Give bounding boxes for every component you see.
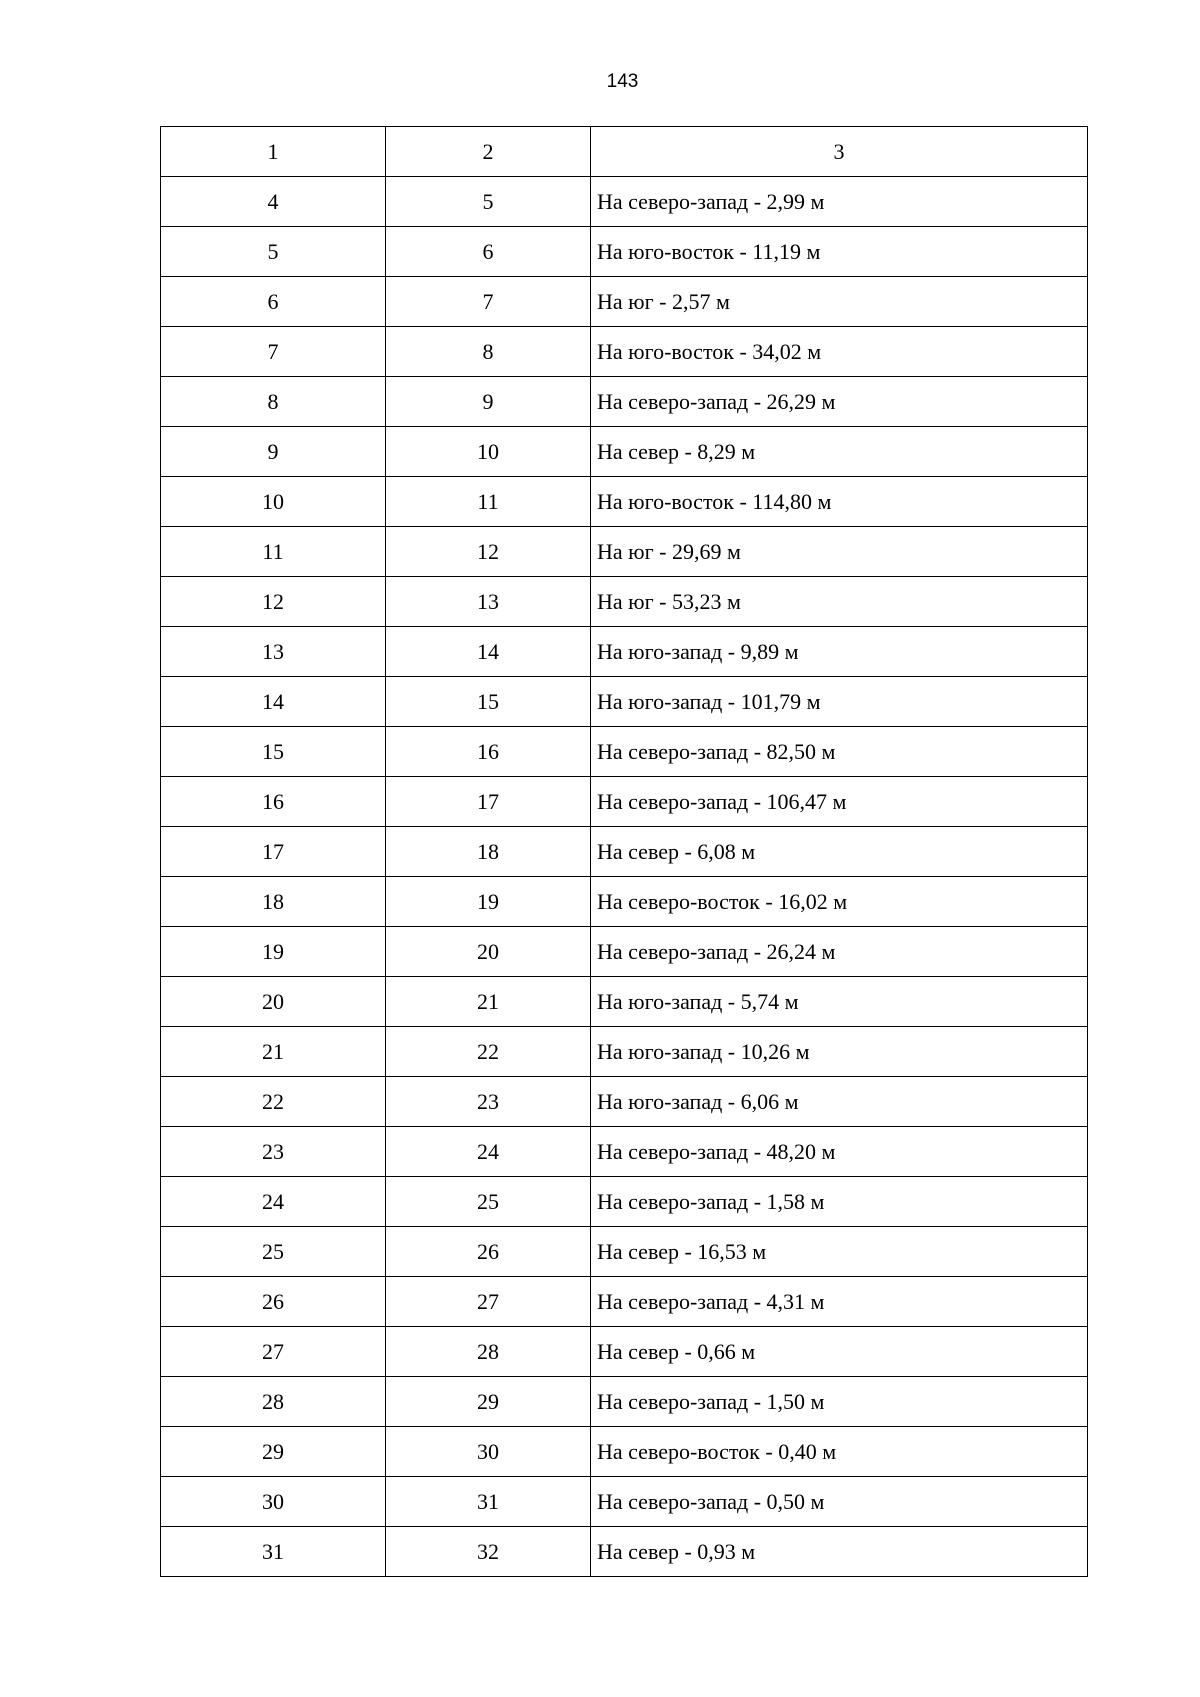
table-row xyxy=(161,827,1088,877)
cell-direction-distance: На юг - 29,69 м xyxy=(591,527,1088,577)
cell-direction-distance: На юго-запад - 5,74 м xyxy=(591,977,1088,1027)
table-row xyxy=(161,727,1088,777)
table-row xyxy=(161,927,1088,977)
cell-to-point: 26 xyxy=(386,1227,591,1277)
cell-to-point: 31 xyxy=(386,1477,591,1527)
cell-to-point: 14 xyxy=(386,627,591,677)
cell-direction-distance: На северо-запад - 1,58 м xyxy=(591,1177,1088,1227)
cell-to-point: 23 xyxy=(386,1077,591,1127)
cell-direction-distance: На юг - 2,57 м xyxy=(591,277,1088,327)
cell-from-point: 25 xyxy=(161,1227,386,1277)
table-row xyxy=(161,1027,1088,1077)
cell-direction-distance: На юго-восток - 11,19 м xyxy=(591,227,1088,277)
cell-direction-distance: На северо-запад - 48,20 м xyxy=(591,1127,1088,1177)
table-row xyxy=(161,677,1088,727)
cell-from-point: 9 xyxy=(161,427,386,477)
cell-direction-distance: На юго-восток - 34,02 м xyxy=(591,327,1088,377)
cell-direction-distance: На северо-запад - 82,50 м xyxy=(591,727,1088,777)
table-row xyxy=(161,1177,1088,1227)
cell-to-point: 27 xyxy=(386,1277,591,1327)
cell-direction-distance: На северо-запад - 26,24 м xyxy=(591,927,1088,977)
cell-to-point: 24 xyxy=(386,1127,591,1177)
page-number: 143 xyxy=(606,71,639,92)
cell-direction-distance: На юго-запад - 10,26 м xyxy=(591,1027,1088,1077)
cell-from-point: 17 xyxy=(161,827,386,877)
boundary-table xyxy=(160,126,1088,1577)
cell-to-point: 22 xyxy=(386,1027,591,1077)
table-row xyxy=(161,777,1088,827)
cell-from-point: 6 xyxy=(161,277,386,327)
cell-direction-distance: На юг - 53,23 м xyxy=(591,577,1088,627)
cell-direction-distance: На северо-запад - 106,47 м xyxy=(591,777,1088,827)
table-row xyxy=(161,877,1088,927)
table-row xyxy=(161,477,1088,527)
cell-from-point: 14 xyxy=(161,677,386,727)
column-header-1: 1 xyxy=(161,127,386,177)
cell-to-point: 7 xyxy=(386,277,591,327)
cell-to-point: 5 xyxy=(386,177,591,227)
cell-from-point: 5 xyxy=(161,227,386,277)
cell-from-point: 12 xyxy=(161,577,386,627)
cell-to-point: 17 xyxy=(386,777,591,827)
cell-to-point: 16 xyxy=(386,727,591,777)
table-row xyxy=(161,1127,1088,1177)
table-row xyxy=(161,577,1088,627)
cell-direction-distance: На северо-запад - 2,99 м xyxy=(591,177,1088,227)
cell-to-point: 9 xyxy=(386,377,591,427)
cell-from-point: 22 xyxy=(161,1077,386,1127)
cell-direction-distance: На северо-запад - 26,29 м xyxy=(591,377,1088,427)
cell-direction-distance: На юго-восток - 114,80 м xyxy=(591,477,1088,527)
table-row xyxy=(161,277,1088,327)
table-row xyxy=(161,327,1088,377)
table-row xyxy=(161,1077,1088,1127)
cell-to-point: 13 xyxy=(386,577,591,627)
table-row xyxy=(161,1427,1088,1477)
cell-from-point: 18 xyxy=(161,877,386,927)
table-row xyxy=(161,177,1088,227)
table-row xyxy=(161,1477,1088,1527)
cell-from-point: 10 xyxy=(161,477,386,527)
cell-from-point: 26 xyxy=(161,1277,386,1327)
cell-to-point: 12 xyxy=(386,527,591,577)
cell-direction-distance: На северо-восток - 16,02 м xyxy=(591,877,1088,927)
cell-to-point: 25 xyxy=(386,1177,591,1227)
cell-to-point: 18 xyxy=(386,827,591,877)
cell-direction-distance: На северо-запад - 1,50 м xyxy=(591,1377,1088,1427)
cell-to-point: 10 xyxy=(386,427,591,477)
table-row xyxy=(161,1527,1088,1577)
cell-to-point: 11 xyxy=(386,477,591,527)
cell-direction-distance: На юго-запад - 6,06 м xyxy=(591,1077,1088,1127)
cell-from-point: 29 xyxy=(161,1427,386,1477)
cell-from-point: 4 xyxy=(161,177,386,227)
cell-to-point: 19 xyxy=(386,877,591,927)
cell-direction-distance: На юго-запад - 101,79 м xyxy=(591,677,1088,727)
cell-from-point: 30 xyxy=(161,1477,386,1527)
table-row xyxy=(161,377,1088,427)
cell-to-point: 28 xyxy=(386,1327,591,1377)
cell-to-point: 32 xyxy=(386,1527,591,1577)
column-header-2: 2 xyxy=(386,127,591,177)
cell-from-point: 31 xyxy=(161,1527,386,1577)
cell-direction-distance: На север - 6,08 м xyxy=(591,827,1088,877)
table-row xyxy=(161,1227,1088,1277)
table-body xyxy=(161,127,1088,1577)
cell-to-point: 15 xyxy=(386,677,591,727)
cell-from-point: 23 xyxy=(161,1127,386,1177)
cell-direction-distance: На север - 0,93 м xyxy=(591,1527,1088,1577)
cell-from-point: 19 xyxy=(161,927,386,977)
cell-direction-distance: На северо-восток - 0,40 м xyxy=(591,1427,1088,1477)
cell-from-point: 8 xyxy=(161,377,386,427)
cell-from-point: 7 xyxy=(161,327,386,377)
table-row xyxy=(161,527,1088,577)
cell-to-point: 20 xyxy=(386,927,591,977)
cell-direction-distance: На север - 0,66 м xyxy=(591,1327,1088,1377)
table-row xyxy=(161,1327,1088,1377)
cell-to-point: 29 xyxy=(386,1377,591,1427)
cell-to-point: 21 xyxy=(386,977,591,1027)
cell-direction-distance: На север - 16,53 м xyxy=(591,1227,1088,1277)
cell-from-point: 27 xyxy=(161,1327,386,1377)
cell-from-point: 11 xyxy=(161,527,386,577)
cell-from-point: 20 xyxy=(161,977,386,1027)
cell-direction-distance: На северо-запад - 0,50 м xyxy=(591,1477,1088,1527)
cell-direction-distance: На север - 8,29 м xyxy=(591,427,1088,477)
cell-direction-distance: На северо-запад - 4,31 м xyxy=(591,1277,1088,1327)
cell-to-point: 30 xyxy=(386,1427,591,1477)
table-row xyxy=(161,1377,1088,1427)
column-header-3: 3 xyxy=(591,127,1088,177)
cell-from-point: 21 xyxy=(161,1027,386,1077)
table-row xyxy=(161,977,1088,1027)
cell-from-point: 13 xyxy=(161,627,386,677)
cell-from-point: 28 xyxy=(161,1377,386,1427)
cell-from-point: 24 xyxy=(161,1177,386,1227)
cell-to-point: 6 xyxy=(386,227,591,277)
table-row xyxy=(161,227,1088,277)
table-header-row xyxy=(161,127,1088,177)
table-row xyxy=(161,627,1088,677)
cell-to-point: 8 xyxy=(386,327,591,377)
table-row xyxy=(161,1277,1088,1327)
cell-direction-distance: На юго-запад - 9,89 м xyxy=(591,627,1088,677)
table-row xyxy=(161,427,1088,477)
cell-from-point: 16 xyxy=(161,777,386,827)
cell-from-point: 15 xyxy=(161,727,386,777)
